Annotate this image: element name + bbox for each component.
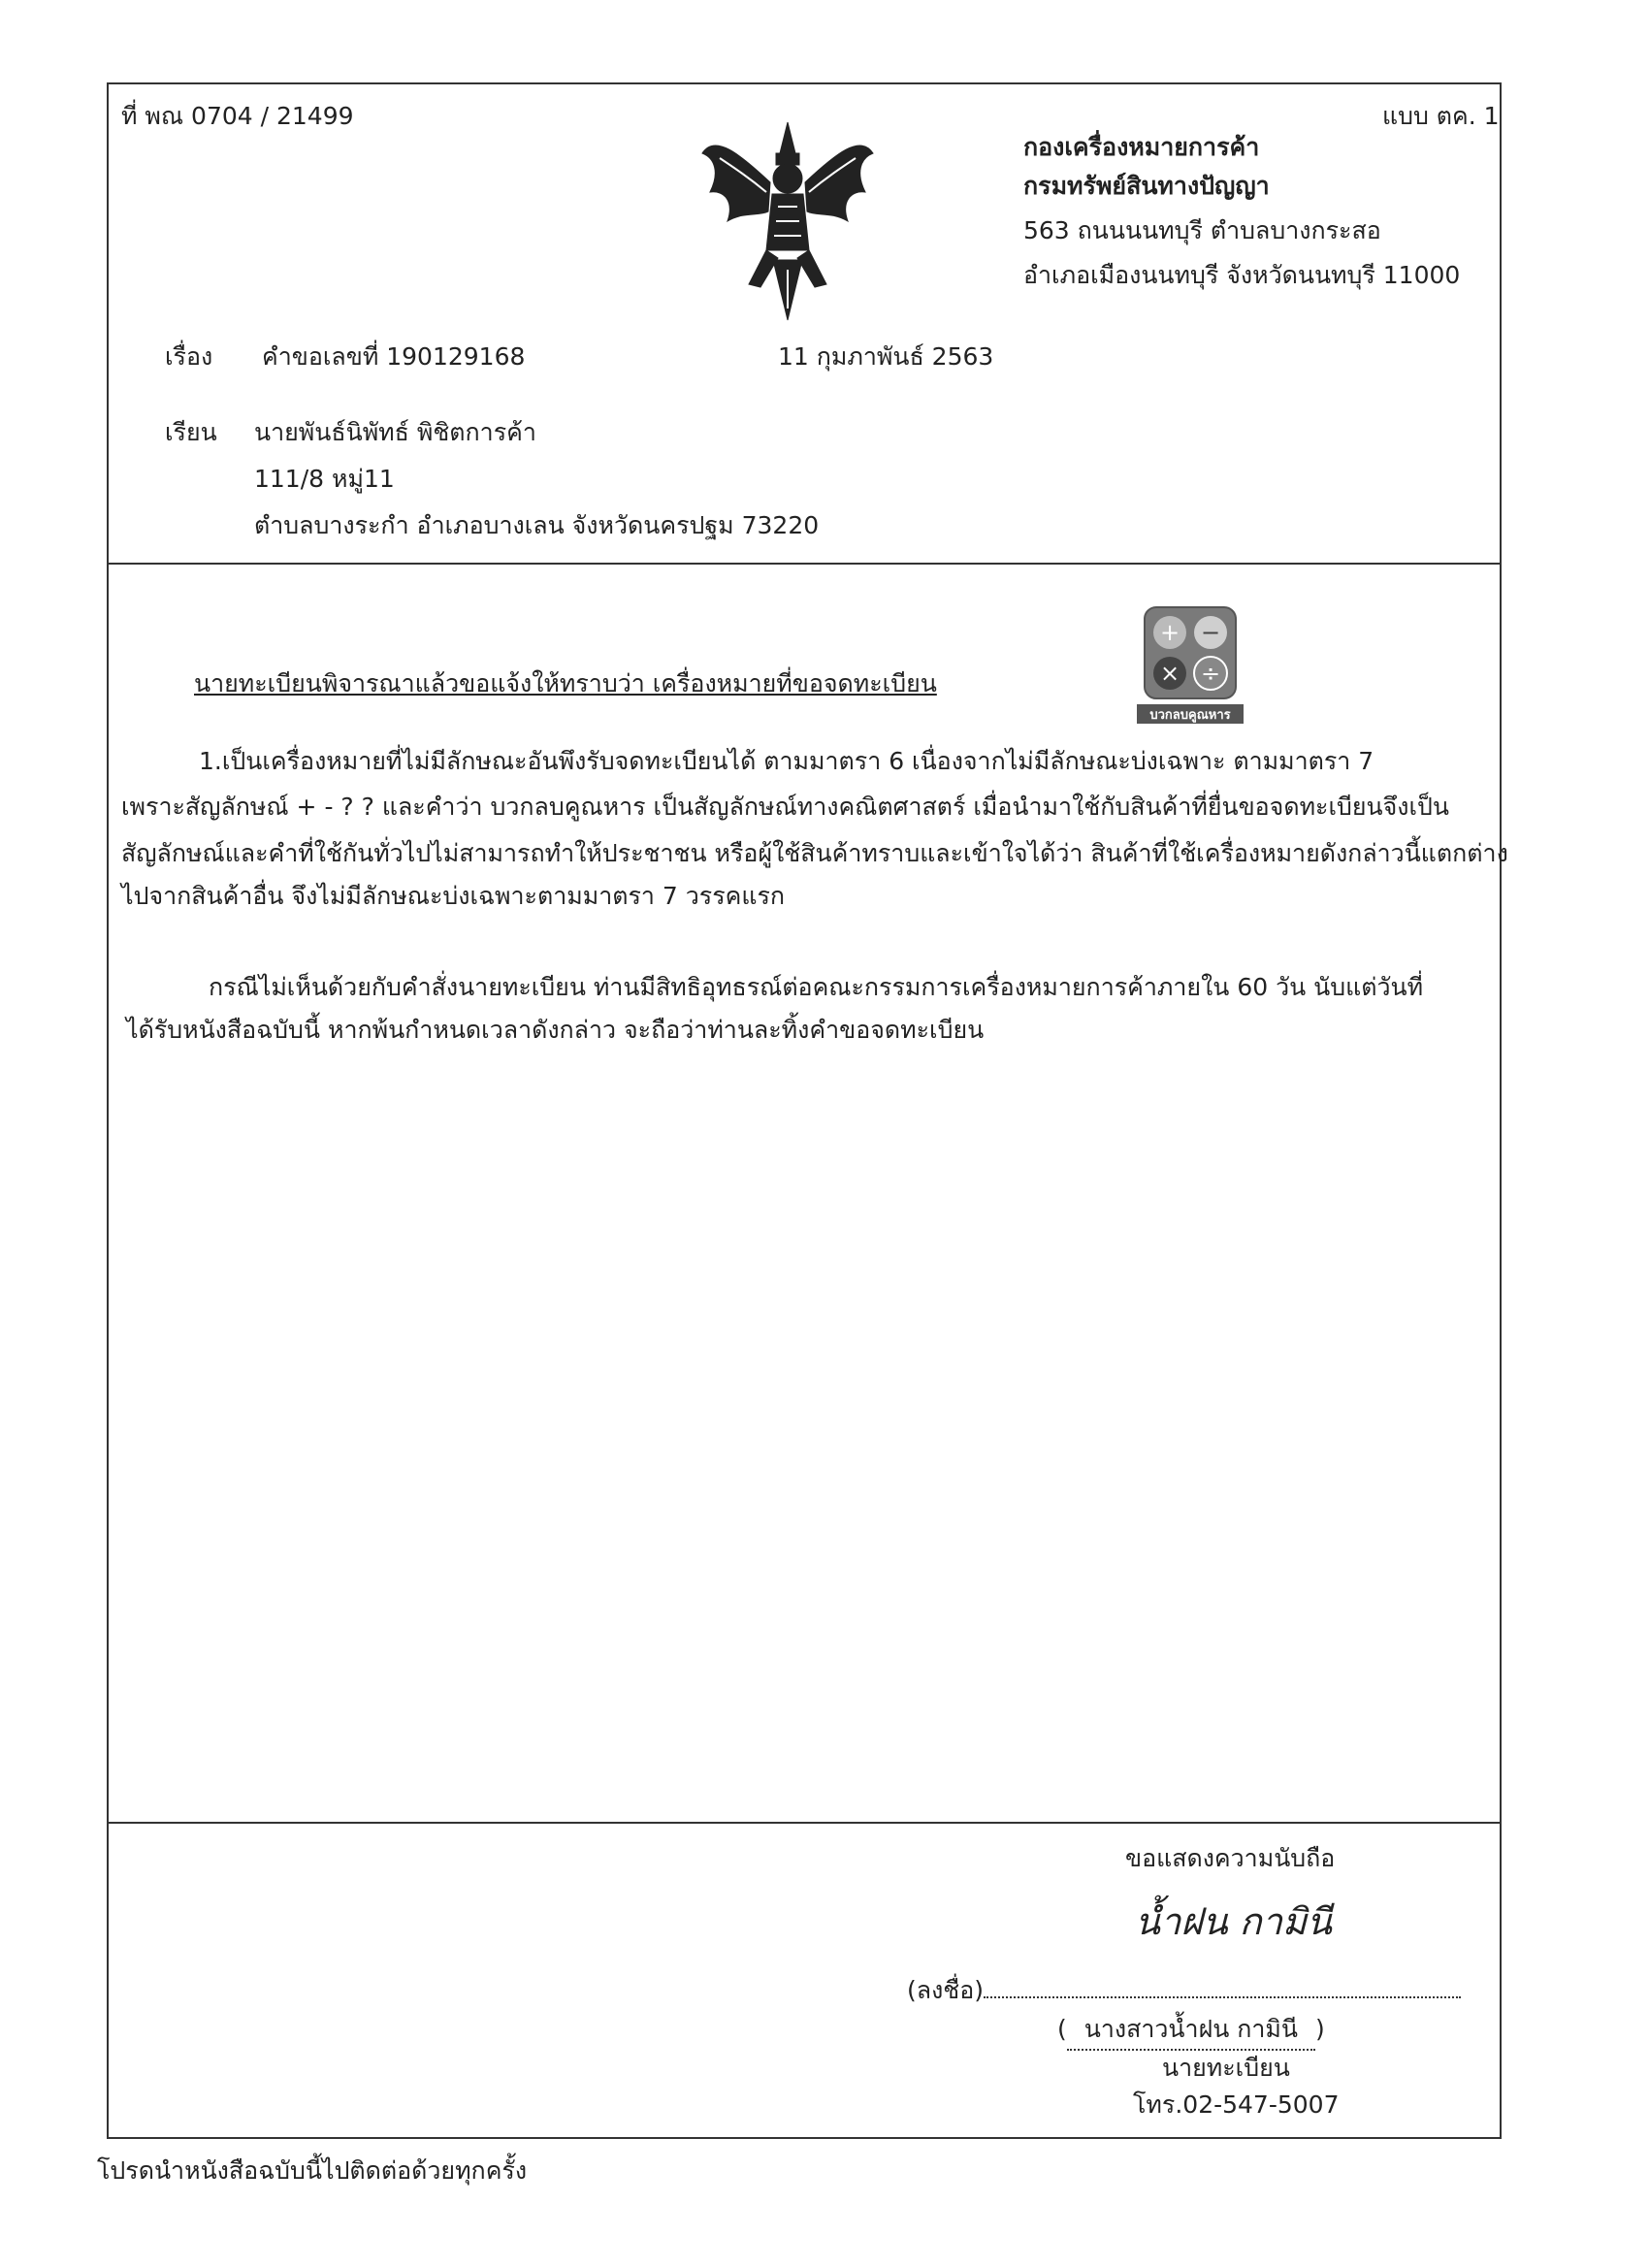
footer-note: โปรดนำหนังสือฉบับนี้ไปติดต่อด้วยทุกครั้ง — [97, 2156, 528, 2185]
paragraph2-line2: ได้รับหนังสือฉบับนี้ หากพ้นกำหนดเวลาดังกล่าว จะถือว่าท่านละทิ้งคำขอจดทะเบียน — [126, 1016, 985, 1044]
signer-position: นายทะเบียน — [1162, 2054, 1290, 2082]
signature-divider — [107, 1822, 1502, 1824]
recipient-address-line1: 111/8 หมู่11 — [254, 465, 395, 493]
paragraph1-line1: 1.เป็นเครื่องหมายที่ไม่มีลักษณะอันพึงรับจดทะเบียนได้ ตามมาตรา 6 เนื่องจากไม่มีลักษณะบ่งเฉพาะ ตามมาตรา 7 — [199, 747, 1374, 775]
document-frame — [107, 82, 1502, 2139]
org-address-line1: 563 ถนนนนทบุรี ตำบลบางกระสอ — [1023, 216, 1381, 244]
svg-text:×: × — [1159, 660, 1180, 687]
svg-text:−: − — [1200, 619, 1221, 646]
subject-label: เรื่อง — [165, 342, 213, 371]
minus-symbol-icon — [1194, 616, 1227, 649]
printed-name: นางสาวน้ำฝน กามินี — [1067, 2010, 1315, 2051]
org-name-line2: กรมทรัพย์สินทางปัญญา — [1023, 172, 1270, 200]
reference-number: ที่ พณ 0704 / 21499 — [121, 102, 354, 130]
handwritten-signature: น้ำฝน กามินี — [1135, 1900, 1333, 1943]
divide-symbol-icon — [1194, 657, 1227, 690]
header-divider — [107, 563, 1502, 565]
paragraph1-line2: เพราะสัญลักษณ์ + - ? ? และคำว่า บวกลบคูณหาร เป็นสัญลักษณ์ทางคณิตศาสตร์ เมื่อนำมาใช้กับสินค้าที่ยื่นขอจดทะเบียนจึงเป็น — [121, 793, 1449, 821]
org-name-line1: กองเครื่องหมายการค้า — [1023, 133, 1260, 161]
trademark-caption: บวกลบคูณหาร — [1149, 708, 1231, 723]
paragraph1-line4: ไปจากสินค้าอื่น จึงไม่มีลักษณะบ่งเฉพาะตามมาตรา 7 วรรคแรก — [121, 882, 786, 910]
paragraph2-line1: กรณีไม่เห็นด้วยกับคำสั่งนายทะเบียน ท่านมีสิทธิอุทธรณ์ต่อคณะกรรมการเครื่องหมายการค้าภายใน 60 วัน นับแต่วันที่ — [209, 973, 1424, 1001]
recipient-label: เรียน — [165, 418, 217, 446]
garuda-emblem — [691, 114, 885, 323]
application-number: คำขอเลขที่ 190129168 — [262, 342, 526, 371]
closing-phrase: ขอแสดงความนับถือ — [1125, 1844, 1336, 1872]
plus-symbol-icon — [1153, 616, 1186, 649]
org-address-line2: อำเภอเมืองนนทบุรี จังหวัดนนทบุรี 11000 — [1023, 261, 1461, 289]
phone-number: โทร.02-547-5007 — [1133, 2090, 1340, 2119]
sign-label: (ลงชื่อ) — [907, 1971, 1461, 2010]
paragraph1-line3: สัญลักษณ์และคำที่ใช้กันทั่วไปไม่สามารถทำให้ประชาชน หรือผู้ใช้สินค้าทราบและเข้าใจได้ว่า สินค้าที่ใช้เครื่องหมายดังกล่าวนี้แตกต่าง — [121, 839, 1508, 867]
form-code: แบบ ตค. 1 — [1382, 102, 1500, 130]
letter-date: 11 กุมภาพันธ์ 2563 — [778, 342, 994, 371]
svg-text:+: + — [1159, 619, 1180, 646]
trademark-image — [1133, 603, 1247, 726]
printed-name-line: ( นางสาวน้ำฝน กามินี ) — [1057, 2010, 1325, 2051]
recipient-address-line2: ตำบลบางระกำ อำเภอบางเลน จังหวัดนครปฐม 73220 — [254, 511, 820, 539]
multiply-symbol-icon — [1153, 657, 1186, 690]
body-heading: นายทะเบียนพิจารณาแล้วขอแจ้งให้ทราบว่า เครื่องหมายที่ขอจดทะเบียน — [194, 669, 937, 697]
svg-text:÷: ÷ — [1200, 660, 1221, 687]
recipient-name: นายพันธ์นิพัทธ์ พิชิตการค้า — [254, 418, 536, 446]
